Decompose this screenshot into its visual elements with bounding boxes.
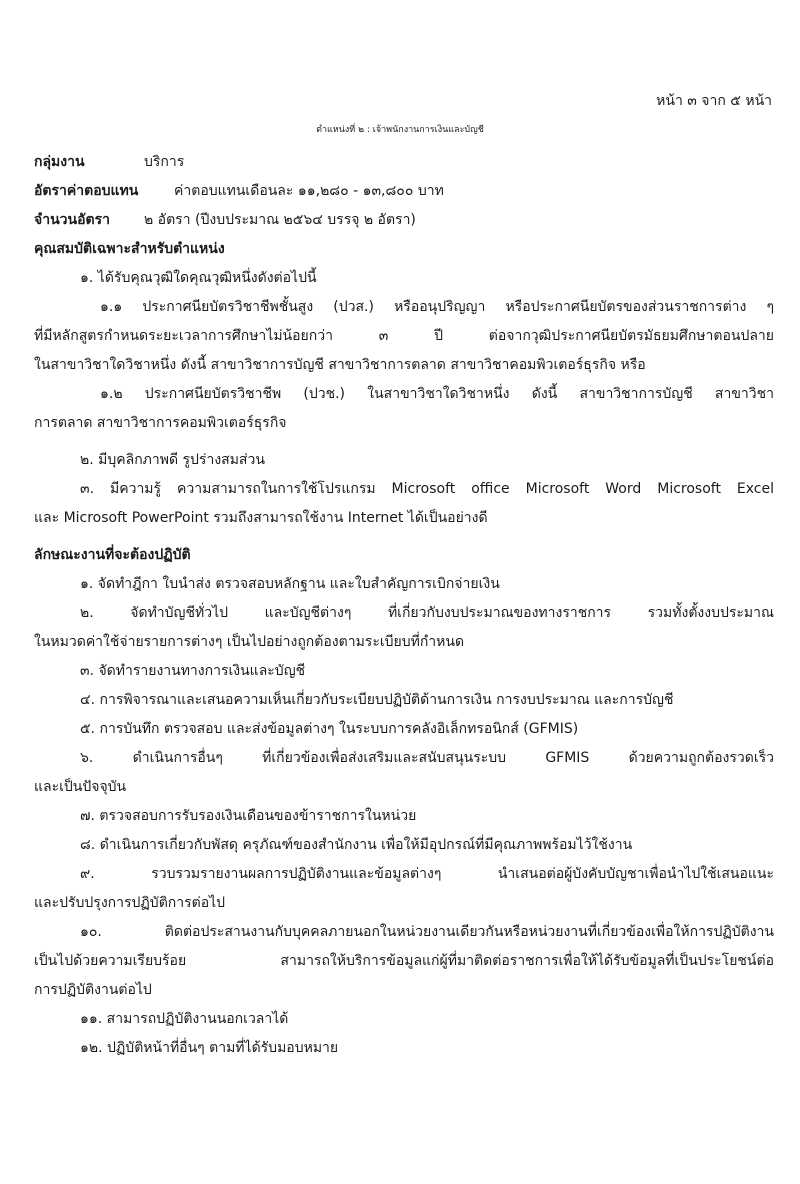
page-number: หน้า ๓ จาก ๕ หน้า bbox=[656, 93, 772, 109]
duty-line: ๑๐. ติดต่อประสานงานกับบุคคลภายนอกในหน่วยงานเดียวกันหรือหน่วยงานที่เกี่ยวข้องเพื่อให้การปฏิบัติงาน bbox=[80, 924, 774, 940]
info-row-number-of-positions bbox=[34, 209, 416, 231]
duties-heading: ลักษณะงานที่จะต้องปฏิบัติ bbox=[34, 547, 191, 563]
qualification-line: ในสาขาวิชาใดวิชาหนึ่ง ดังนี้ สาขาวิชาการบัญชี สาขาวิชาการตลาด สาขาวิชาคอมพิวเตอร์ธุรกิจ หรือ bbox=[34, 357, 646, 373]
duty-line: ๖. ดำเนินการอื่นๆ ที่เกี่ยวข้องเพื่อส่งเสริมและสนับสนุนระบบ GFMIS ด้วยความถูกต้องรวดเร็ว bbox=[80, 750, 774, 766]
duty-line: ๑. จัดทำฎีกา ใบนำส่ง ตรวจสอบหลักฐาน และใบสำคัญการเบิกจ่ายเงิน bbox=[80, 576, 500, 592]
duty-line: การปฏิบัติงานต่อไป bbox=[34, 982, 152, 998]
qualification-line: และ Microsoft PowerPoint รวมถึงสามารถใช้งาน Internet ได้เป็นอย่างดี bbox=[34, 510, 488, 526]
duty-line: ๑๒. ปฏิบัติหน้าที่อื่นๆ ตามที่ได้รับมอบหมาย bbox=[80, 1040, 339, 1056]
duty-line: ในหมวดค่าใช้จ่ายรายการต่างๆ เป็นไปอย่างถูกต้องตามระเบียบที่กำหนด bbox=[34, 634, 465, 650]
duty-line: ๓. จัดทำรายงานทางการเงินและบัญชี bbox=[80, 663, 306, 679]
info-value: ค่าตอบแทนเดือนละ ๑๑,๒๘๐ - ๑๓,๘๐๐ บาท bbox=[174, 183, 444, 199]
qualification-line: การตลาด สาขาวิชาการคอมพิวเตอร์ธุรกิจ bbox=[34, 415, 287, 431]
duty-line: ๑๑. สามารถปฏิบัติงานนอกเวลาได้ bbox=[80, 1011, 289, 1027]
qualification-line: ๑. ได้รับคุณวุฒิใดคุณวุฒิหนึ่งดังต่อไปนี้ bbox=[80, 270, 317, 286]
qualification-line: ๓. มีความรู้ ความสามารถในการใช้โปรแกรม Microsoft office Microsoft Word Microsoft Excel bbox=[80, 481, 774, 497]
info-row-work-group bbox=[34, 151, 184, 173]
info-value: ๒ อัตรา (ปีงบประมาณ ๒๕๖๔ บรรจุ ๒ อัตรา) bbox=[144, 212, 416, 228]
qualification-line: ๑.๑ ประกาศนียบัตรวิชาชีพชั้นสูง (ปวส.) หรืออนุปริญญา หรือประกาศนียบัตรของส่วนราชการต่าง ๆ bbox=[100, 299, 774, 315]
qualifications-heading: คุณสมบัติเฉพาะสำหรับตำแหน่ง bbox=[34, 241, 225, 257]
duty-line: และเป็นปัจจุบัน bbox=[34, 779, 127, 795]
duty-line: ๙. รวบรวมรายงานผลการปฏิบัติงานและข้อมูลต่างๆ นำเสนอต่อผู้บังคับบัญชาเพื่อนำไปใช้เสนอแนะ bbox=[80, 866, 774, 882]
qualification-line: ที่มีหลักสูตรกำหนดระยะเวลาการศึกษาไม่น้อยกว่า ๓ ปี ต่อจากวุฒิประกาศนียบัตรมัธยมศึกษาตอนปลาย bbox=[34, 328, 774, 344]
duty-line: ๒. จัดทำบัญชีทั่วไป และบัญชีต่างๆ ที่เกี่ยวกับงบประมาณของทางราชการ รวมทั้งตั้งงบประมาณ bbox=[80, 605, 774, 621]
duty-line: ๘. ดำเนินการเกี่ยวกับพัสดุ ครุภัณฑ์ของสำนักงาน เพื่อให้มีอุปกรณ์ที่มีคุณภาพพร้อมไว้ใช้งาน bbox=[80, 837, 633, 853]
info-label: อัตราค่าตอบแทน bbox=[34, 183, 139, 199]
duty-line: ๕. การบันทึก ตรวจสอบ และส่งข้อมูลต่างๆ ในระบบการคลังอิเล็กทรอนิกส์ (GFMIS) bbox=[80, 721, 579, 737]
info-label: จำนวนอัตรา bbox=[34, 212, 110, 228]
info-row-compensation bbox=[34, 180, 444, 202]
qualification-line: ๒. มีบุคลิกภาพดี รูปร่างสมส่วน bbox=[80, 452, 265, 468]
qualification-line: ๑.๒ ประกาศนียบัตรวิชาชีพ (ปวช.) ในสาขาวิชาใดวิชาหนึ่ง ดังนี้ สาขาวิชาการบัญชี สาขาวิชา bbox=[100, 386, 774, 402]
info-label: กลุ่มงาน bbox=[34, 154, 85, 170]
duty-line: และปรับปรุงการปฏิบัติการต่อไป bbox=[34, 895, 226, 911]
duty-line: ๗. ตรวจสอบการรับรองเงินเดือนของข้าราชการในหน่วย bbox=[80, 808, 417, 824]
duty-line: เป็นไปด้วยความเรียบร้อย สามารถให้บริการข้อมูลแก่ผู้ที่มาติดต่อราชการเพื่อให้ได้รับข้อมูลที่เป็นประโยชน์ต่อ bbox=[34, 953, 774, 969]
duty-line: ๔. การพิจารณาและเสนอความเห็นเกี่ยวกับระเบียบปฏิบัติด้านการเงิน การงบประมาณ และการบัญชี bbox=[80, 692, 674, 708]
info-value: บริการ bbox=[144, 154, 185, 170]
position-title: ตำแหน่งที่ ๒ : เจ้าพนักงานการเงินและบัญชี bbox=[316, 125, 484, 135]
